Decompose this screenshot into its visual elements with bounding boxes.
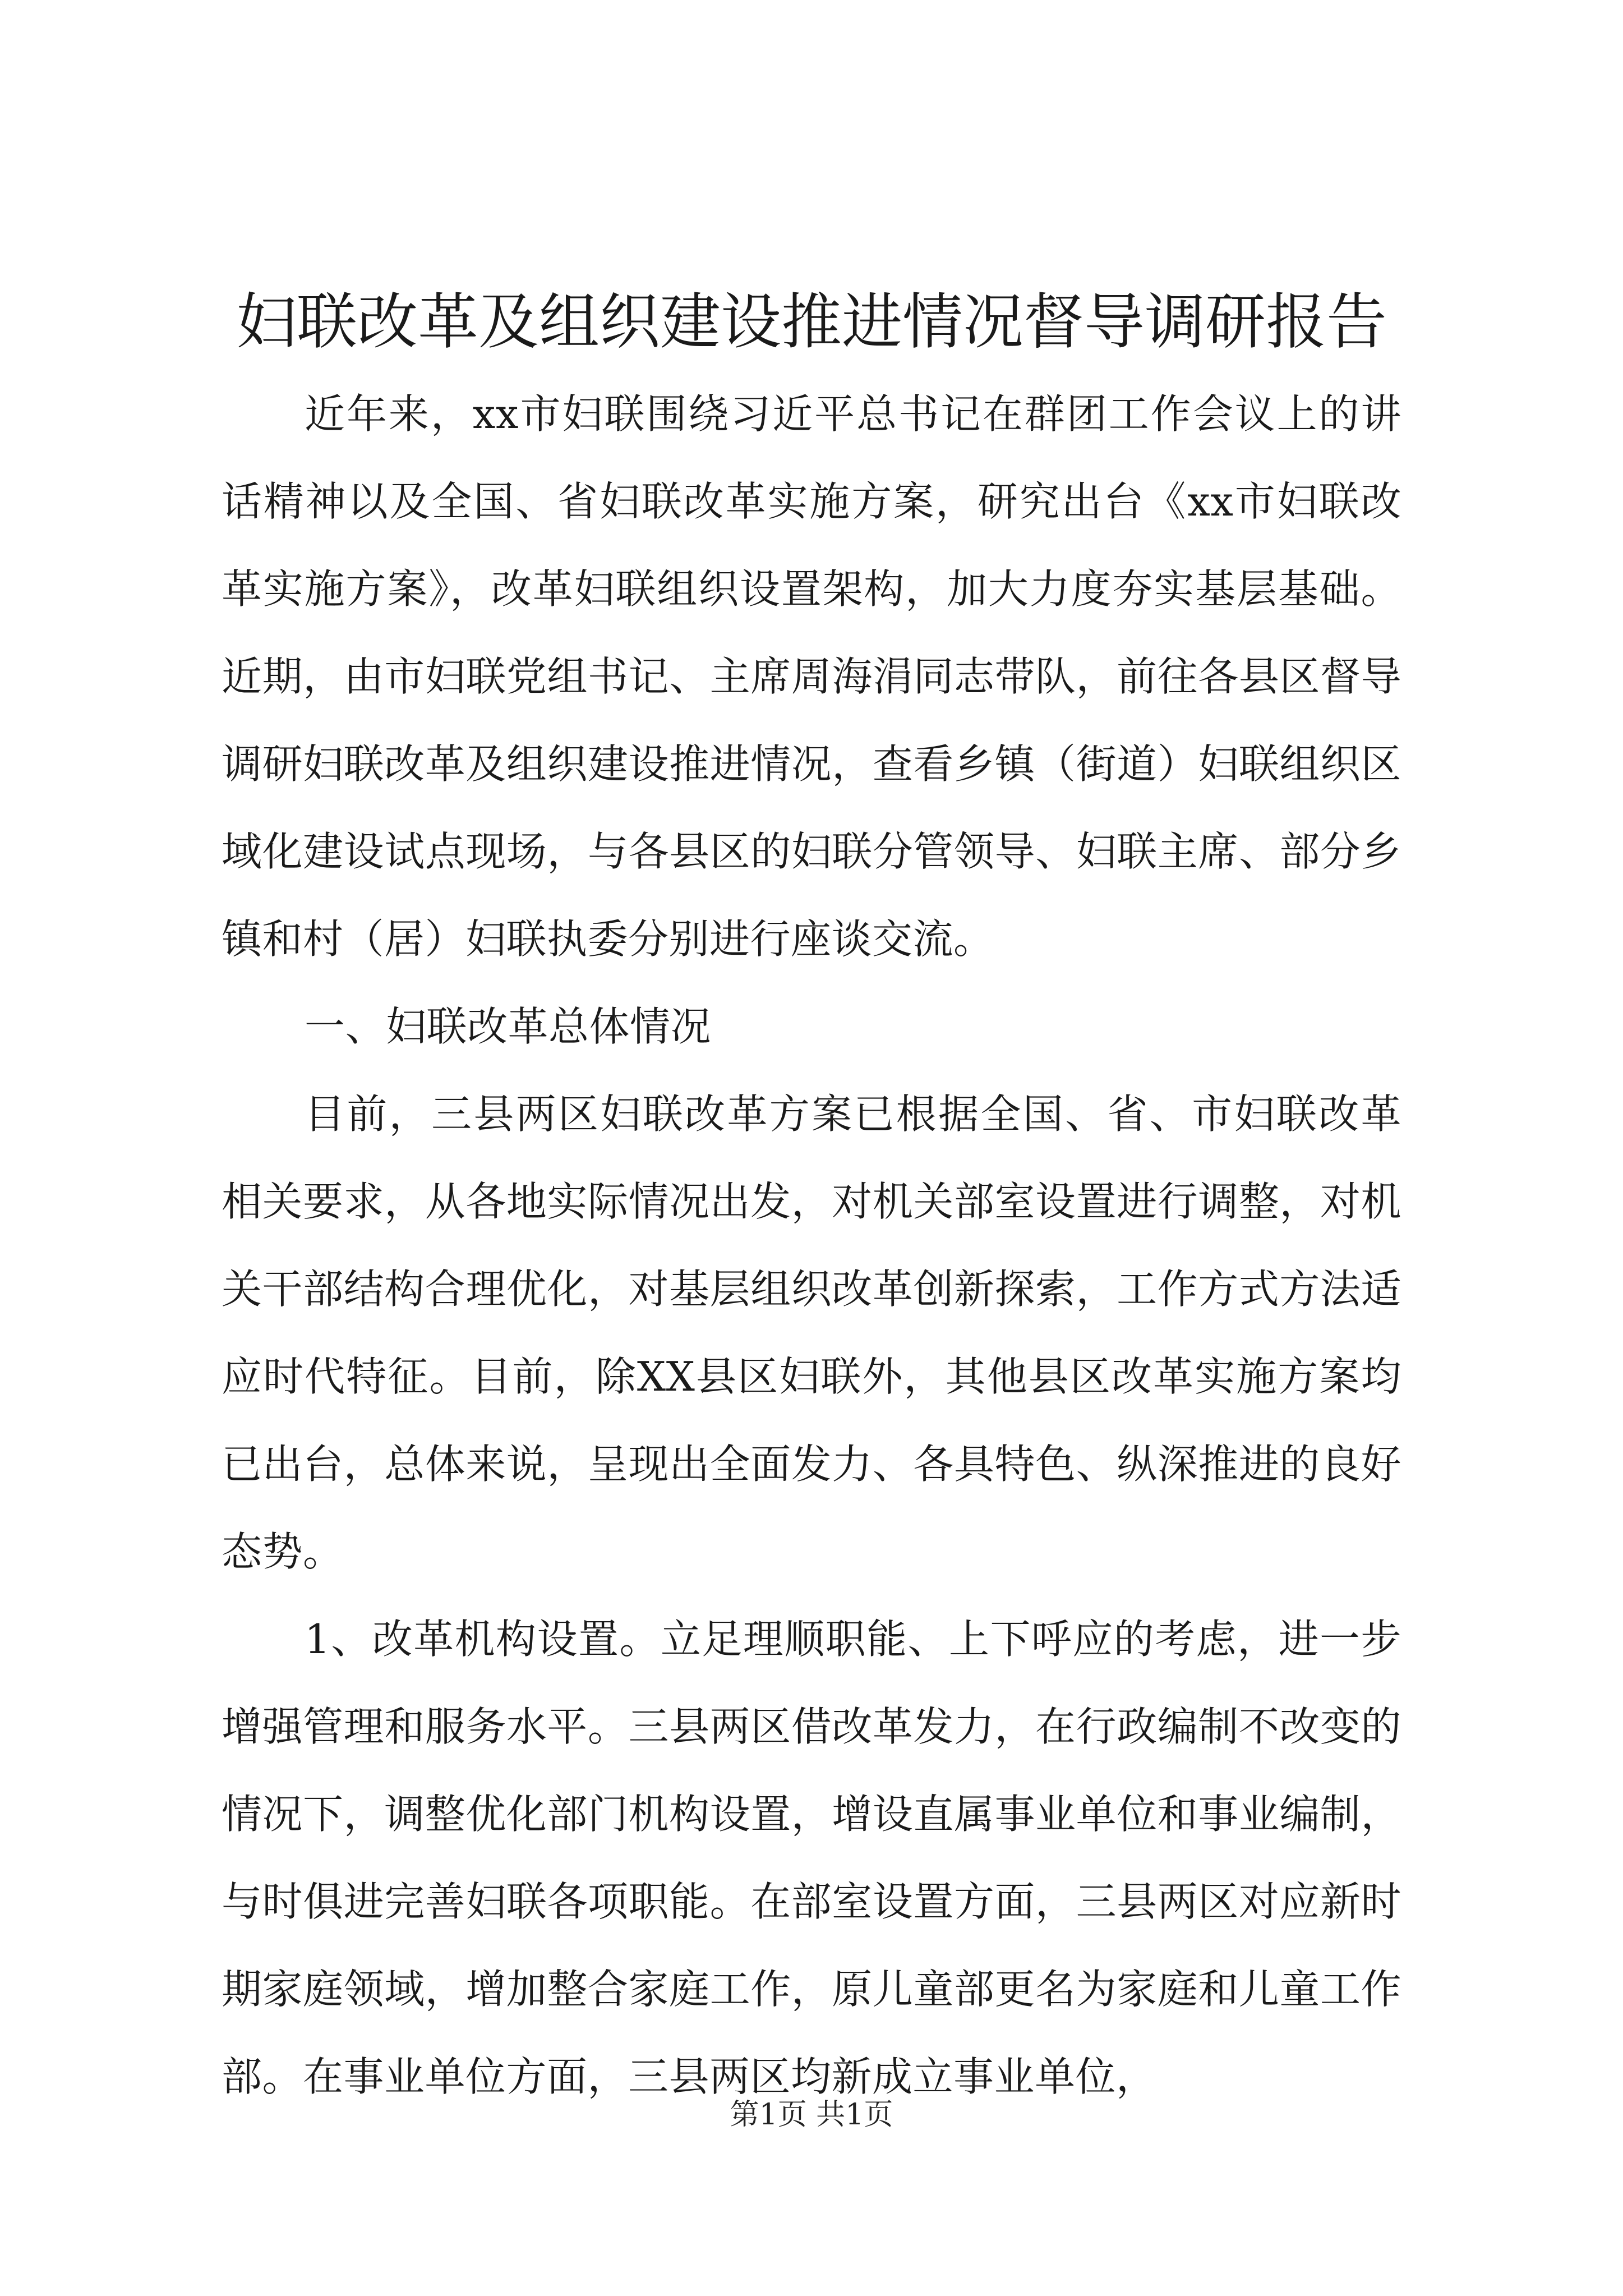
- section-heading-overall: 一、妇联改革总体情况: [305, 1003, 712, 1050]
- page-footer: 第1页 共1页: [730, 2098, 893, 2132]
- document-title: 妇联改革及组织建设推进情况督导调研报告: [236, 287, 1387, 357]
- paragraph-overall: 目前，三县两区妇联改革方案已根据全国、省、市妇联改革相关要求，从各地实际情况出发，对机关部室设置进行调整，对机关干部结构合理优化，对基层组织改革创新探索，工作方式方法适应时代特征。目前，除XX县区妇联外，其他县区改革实施方案均已出台，总体来说，呈现出全面发力、各具特色、纵深推进的良好态势。: [222, 1091, 1401, 1575]
- document-body: [222, 370, 1401, 2120]
- paragraph-reform-structure: 1、改革机构设置。立足理顺职能、上下呼应的考虑，进一步增强管理和服务水平。三县两区借改革发力，在行政编制不改变的情况下，调整优化部门机构设置，增设直属事业单位和事业编制，与时俱进完善妇联各项职能。在部室设置方面，三县两区对应新时期家庭领域，增加整合家庭工作，原儿童部更名为家庭和儿童工作部。在事业单位方面，三县两区均新成立事业单位，: [222, 1616, 1401, 2100]
- paragraph-intro: 近年来，xx市妇联围绕习近平总书记在群团工作会议上的讲话精神以及全国、省妇联改革实施方案，研究出台《xx市妇联改革实施方案》，改革妇联组织设置架构，加大力度夯实基层基础。近期，由市妇联党组书记、主席周海涓同志带队，前往各县区督导调研妇联改革及组织建设推进情况，查看乡镇（街道）妇联组织区域化建设试点现场，与各县区的妇联分管领导、妇联主席、部分乡镇和村（居）妇联执委分别进行座谈交流。: [222, 390, 1401, 963]
